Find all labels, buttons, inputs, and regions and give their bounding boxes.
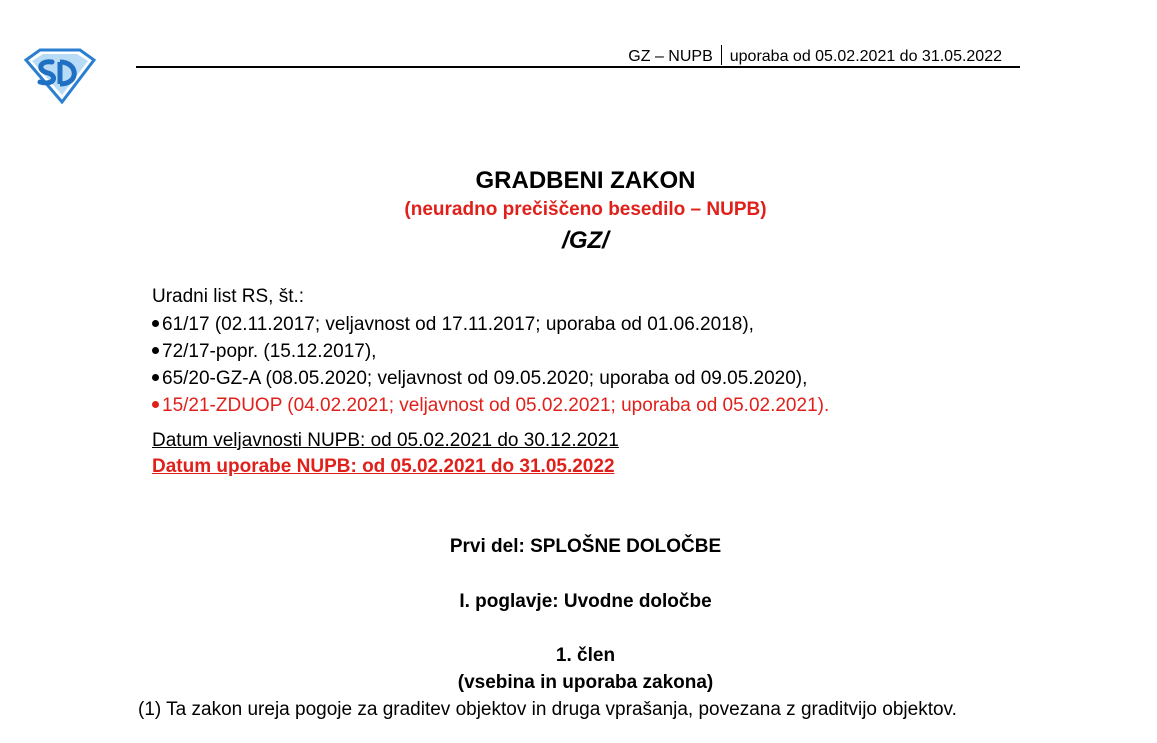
gazette-entry: 61/17 (02.11.2017; veljavnost od 17.11.2017; uporaba od 01.06.2018),	[152, 311, 829, 338]
gazette-entry: 65/20-GZ-A (08.05.2020; veljavnost od 09.05.2020; uporaba od 09.05.2020),	[152, 365, 829, 392]
usage-date: Datum uporabe NUPB: od 05.02.2021 do 31.05.2022	[152, 456, 615, 477]
bullet-icon	[152, 374, 159, 381]
page-title: GRADBENI ZAKON	[475, 167, 696, 194]
usage-range: uporaba od 05.02.2021 do 31.05.2022	[729, 48, 1002, 65]
part-heading: Prvi del: SPLOŠNE DOLOČBE	[449, 536, 722, 557]
bullet-icon	[152, 347, 159, 354]
validity-date: Datum veljavnosti NUPB: od 05.02.2021 do 30.12.2021	[152, 430, 619, 451]
page-subtitle: (neuradno prečiščeno besedilo – NUPB)	[404, 199, 767, 220]
header-separator	[721, 45, 722, 65]
shield-sd-logo-icon	[22, 48, 96, 104]
article-title: (vsebina in uporaba zakona)	[457, 672, 714, 693]
gazette-entry-current: 15/21-ZDUOP (04.02.2021; veljavnost od 05.02.2021; uporaba od 05.02.2021).	[152, 392, 829, 419]
bullet-icon	[152, 401, 159, 408]
gazette-list	[152, 283, 829, 419]
bullet-icon	[152, 320, 159, 327]
gazette-label: Uradni list RS, št.:	[152, 286, 305, 307]
chapter-heading: I. poglavje: Uvodne določbe	[459, 591, 712, 612]
doc-code: GZ – NUPB	[628, 48, 713, 65]
document-header	[628, 45, 1002, 66]
article-paragraph: (1) Ta zakon ureja pogoje za graditev objektov in druga vprašanja, povezana z graditvijo objektov.	[138, 699, 957, 720]
law-abbreviation: /GZ/	[562, 227, 609, 254]
article-number: 1. člen	[555, 645, 616, 666]
gazette-entry: 72/17-popr. (15.12.2017),	[152, 338, 829, 365]
header-rule	[136, 66, 1020, 68]
